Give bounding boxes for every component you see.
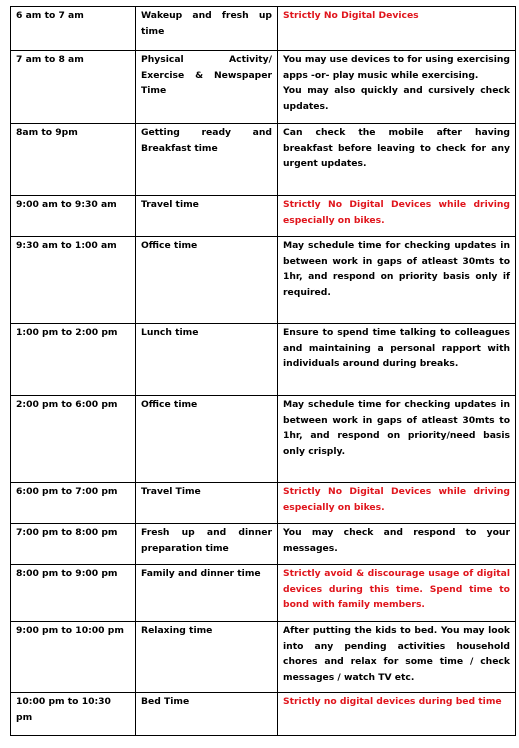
activity-cell: Relaxing time xyxy=(136,622,278,693)
time-cell: 8am to 9pm xyxy=(11,124,136,196)
table-row xyxy=(11,693,516,736)
activity-cell: Travel Time xyxy=(136,483,278,524)
table-row xyxy=(11,7,516,51)
note-cell: Strictly No Digital Devices while driving especially on bikes. xyxy=(278,196,516,237)
table-row xyxy=(11,51,516,124)
table-row xyxy=(11,524,516,565)
table-row xyxy=(11,565,516,622)
note-cell: May schedule time for checking updates in between work in gaps of atleast 30mts to 1hr, and respond on priority/need basis only crisply. xyxy=(278,396,516,483)
activity-cell: Physical Activity/ Exercise & Newspaper Time xyxy=(136,51,278,124)
time-cell: 6:00 pm to 7:00 pm xyxy=(11,483,136,524)
table-row xyxy=(11,396,516,483)
note-line: You may also quickly and cursively check updates. xyxy=(283,85,510,112)
activity-cell: Bed Time xyxy=(136,693,278,736)
time-cell: 7 am to 8 am xyxy=(11,51,136,124)
activity-cell: Wakeup and fresh up time xyxy=(136,7,278,51)
time-cell: 9:00 am to 9:30 am xyxy=(11,196,136,237)
table-row xyxy=(11,196,516,237)
activity-cell: Office time xyxy=(136,237,278,324)
time-cell: 2:00 pm to 6:00 pm xyxy=(11,396,136,483)
table-row xyxy=(11,483,516,524)
activity-cell: Fresh up and dinner preparation time xyxy=(136,524,278,565)
table-row xyxy=(11,237,516,324)
time-cell: 10:00 pm to 10:30 pm xyxy=(11,693,136,736)
note-line: You may use devices to for using exercising apps -or- play music while exercising. xyxy=(283,54,510,81)
note-cell: Strictly No Digital Devices xyxy=(278,7,516,51)
time-cell: 6 am to 7 am xyxy=(11,7,136,51)
table-row xyxy=(11,622,516,693)
note-cell: Strictly No Digital Devices while driving especially on bikes. xyxy=(278,483,516,524)
activity-cell: Travel time xyxy=(136,196,278,237)
table-row xyxy=(11,124,516,196)
activity-cell: Family and dinner time xyxy=(136,565,278,622)
time-cell: 8:00 pm to 9:00 pm xyxy=(11,565,136,622)
note-cell: Strictly avoid & discourage usage of digital devices during this time. Spend time to bond with family members. xyxy=(278,565,516,622)
note-cell: Ensure to spend time talking to colleagues and maintaining a personal rapport with individuals around during breaks. xyxy=(278,324,516,396)
note-cell: May schedule time for checking updates in between work in gaps of atleast 30mts to 1hr, and respond on priority basis only if required. xyxy=(278,237,516,324)
note-cell: You may check and respond to your messages. xyxy=(278,524,516,565)
time-cell: 9:00 pm to 10:00 pm xyxy=(11,622,136,693)
schedule-body xyxy=(11,7,516,736)
note-cell xyxy=(278,51,516,124)
time-cell: 9:30 am to 1:00 am xyxy=(11,237,136,324)
schedule-table xyxy=(10,6,516,736)
time-cell: 7:00 pm to 8:00 pm xyxy=(11,524,136,565)
note-cell: After putting the kids to bed. You may look into any pending activities household chores and relax for some time / check messages / watch TV etc. xyxy=(278,622,516,693)
activity-cell: Lunch time xyxy=(136,324,278,396)
activity-cell: Getting ready and Breakfast time xyxy=(136,124,278,196)
note-cell: Can check the mobile after having breakfast before leaving to check for any urgent updates. xyxy=(278,124,516,196)
activity-cell: Office time xyxy=(136,396,278,483)
note-cell: Strictly no digital devices during bed time xyxy=(278,693,516,736)
time-cell: 1:00 pm to 2:00 pm xyxy=(11,324,136,396)
table-row xyxy=(11,324,516,396)
